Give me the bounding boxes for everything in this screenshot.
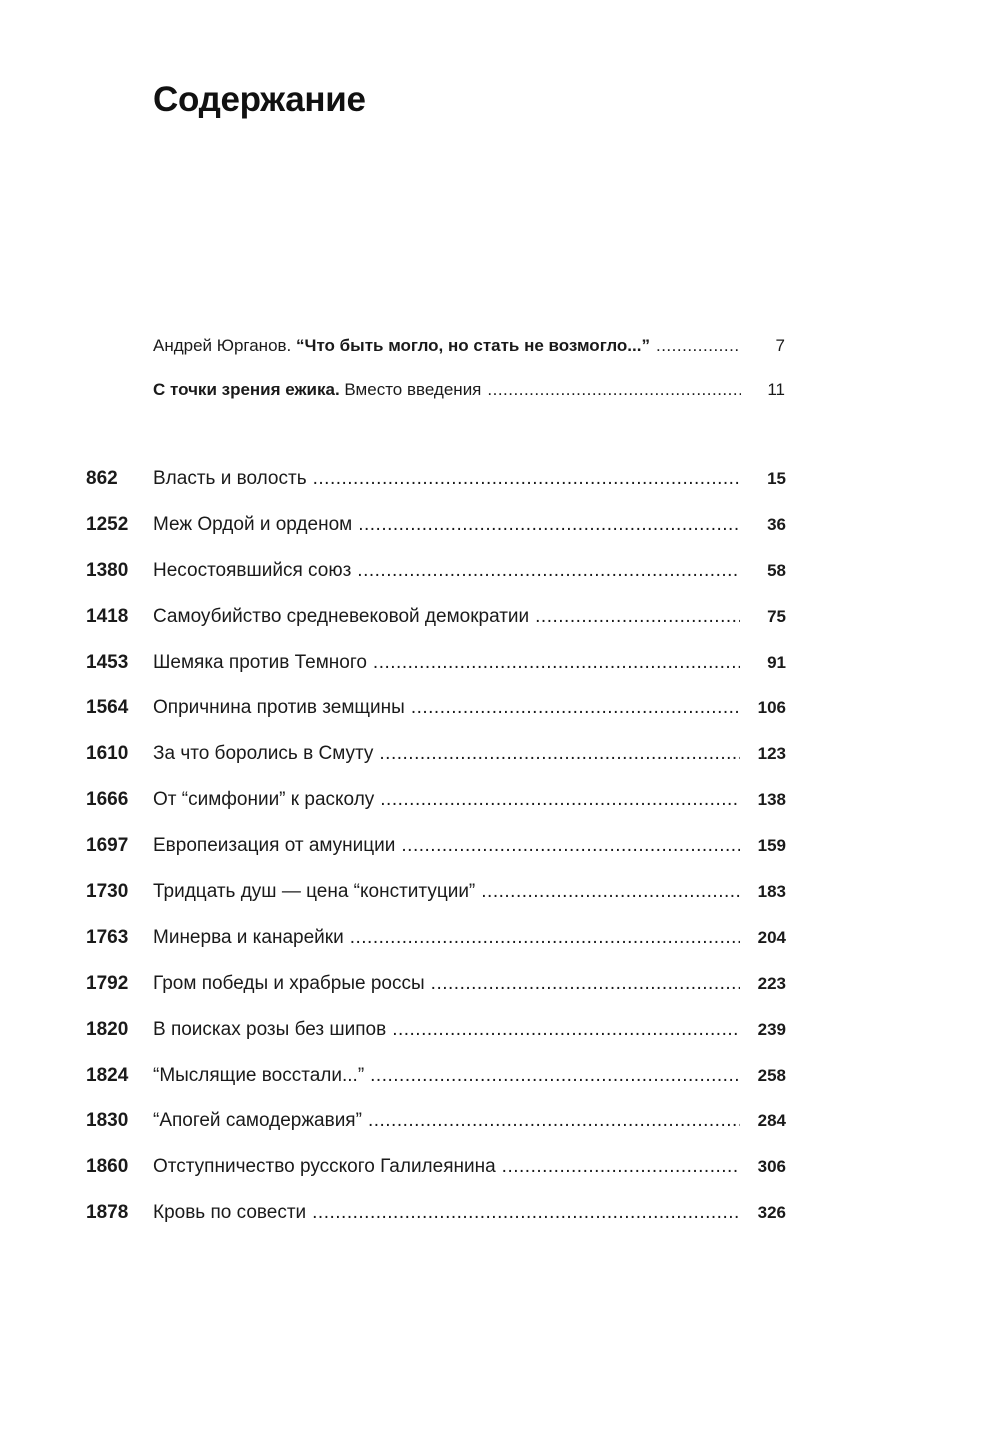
chapter-year: 1610 xyxy=(86,743,129,765)
chapter-title: Меж Ордой и орденом xyxy=(153,513,353,535)
chapter-entry[interactable] xyxy=(86,606,786,652)
chapter-page: 183 xyxy=(757,882,786,902)
chapter-year: 1860 xyxy=(86,1156,129,1178)
chapter-year: 1824 xyxy=(86,1064,129,1086)
chapter-page: 123 xyxy=(757,744,786,764)
intro-entry-title: “Что быть могло, но стать не возмогло...” xyxy=(296,336,650,355)
chapter-entry[interactable] xyxy=(86,789,786,835)
chapter-title: Отступничество русского Галилеянина xyxy=(153,1156,496,1178)
chapter-page: 58 xyxy=(767,560,786,580)
chapter-page: 204 xyxy=(757,927,786,947)
chapter-year: 1792 xyxy=(86,972,129,994)
chapter-page: 91 xyxy=(767,652,786,672)
chapter-title: Несостоявшийся союз xyxy=(153,559,352,581)
chapter-title: Власть и волость xyxy=(153,468,307,489)
chapter-entry[interactable] xyxy=(86,881,786,927)
chapter-year: 1697 xyxy=(86,835,129,857)
chapter-year: 1730 xyxy=(86,881,129,903)
chapter-page: 106 xyxy=(757,698,786,718)
intro-entry-author: Андрей Юрганов. xyxy=(153,336,297,355)
dot-leader xyxy=(358,514,740,536)
chapter-list xyxy=(86,468,786,1248)
chapter-entry[interactable] xyxy=(86,514,786,560)
intro-entry-title: С точки зрения ежика. xyxy=(153,380,340,399)
chapter-entry[interactable] xyxy=(86,1019,786,1065)
chapter-page: 75 xyxy=(767,606,786,626)
chapter-entry[interactable] xyxy=(86,652,786,698)
chapter-title: “Мыслящие восстали...” xyxy=(153,1064,365,1086)
intro-list xyxy=(153,336,785,424)
chapter-page: 223 xyxy=(757,973,786,993)
chapter-page: 15 xyxy=(767,469,786,488)
chapter-entry[interactable] xyxy=(86,1156,786,1202)
chapter-page: 36 xyxy=(767,514,786,534)
dot-leader xyxy=(656,336,741,356)
dot-leader xyxy=(373,652,740,674)
chapter-year: 1830 xyxy=(86,1110,129,1132)
dot-leader xyxy=(350,927,740,949)
chapter-title: Тридцать душ — цена “конституции” xyxy=(153,881,476,903)
chapter-entry[interactable] xyxy=(86,743,786,789)
chapter-entry[interactable] xyxy=(86,927,786,973)
dot-leader xyxy=(368,1110,740,1132)
chapter-year: 1564 xyxy=(86,697,129,719)
dot-leader xyxy=(392,1019,740,1041)
intro-entry-introduction[interactable] xyxy=(153,380,785,424)
chapter-entry[interactable] xyxy=(86,468,786,514)
chapter-title: Гром победы и храбрые россы xyxy=(153,972,425,994)
chapter-page: 159 xyxy=(757,836,786,856)
chapter-entry[interactable] xyxy=(86,1110,786,1156)
chapter-title: Опричнина против земщины xyxy=(153,697,405,719)
intro-entry-page: 7 xyxy=(775,336,785,355)
dot-leader xyxy=(401,835,740,857)
intro-entry-foreword[interactable] xyxy=(153,336,785,380)
chapter-entry[interactable] xyxy=(86,973,786,1019)
chapter-entry[interactable] xyxy=(86,1065,786,1111)
chapter-title: “Апогей самодержавия” xyxy=(153,1110,362,1132)
chapter-year: 862 xyxy=(86,468,118,489)
chapter-page: 258 xyxy=(757,1065,786,1085)
chapter-title: От “симфонии” к расколу xyxy=(153,789,375,811)
chapter-year: 1252 xyxy=(86,513,129,535)
chapter-year: 1820 xyxy=(86,1018,129,1040)
chapter-page: 138 xyxy=(757,790,786,810)
chapter-year: 1763 xyxy=(86,926,129,948)
dot-leader xyxy=(431,973,740,995)
dot-leader xyxy=(312,1202,740,1224)
intro-entry-page: 11 xyxy=(767,380,785,399)
chapter-entry[interactable] xyxy=(86,697,786,743)
chapter-page: 326 xyxy=(757,1203,786,1223)
chapter-entry[interactable] xyxy=(86,560,786,606)
chapter-title: Минерва и канарейки xyxy=(153,926,344,948)
chapter-page: 306 xyxy=(757,1157,786,1177)
dot-leader xyxy=(379,743,740,765)
chapter-year: 1878 xyxy=(86,1202,129,1224)
dot-leader xyxy=(313,468,740,490)
chapter-title: Самоубийство средневековой демократии xyxy=(153,605,530,627)
chapter-title: В поисках розы без шипов xyxy=(153,1018,387,1040)
chapter-year: 1666 xyxy=(86,789,129,811)
intro-entry-rest: Вместо введения xyxy=(339,380,482,399)
chapter-page: 284 xyxy=(757,1111,786,1131)
dot-leader xyxy=(411,697,740,719)
dot-leader xyxy=(370,1065,740,1087)
chapter-title: За что боролись в Смуту xyxy=(153,743,374,765)
dot-leader xyxy=(357,560,740,582)
dot-leader xyxy=(481,881,740,903)
dot-leader xyxy=(487,380,741,400)
dot-leader xyxy=(535,606,740,628)
chapter-entry[interactable] xyxy=(86,835,786,881)
dot-leader xyxy=(502,1156,740,1178)
chapter-page: 239 xyxy=(757,1019,786,1039)
chapter-entry[interactable] xyxy=(86,1202,786,1248)
chapter-year: 1418 xyxy=(86,605,129,627)
chapter-title: Кровь по совести xyxy=(153,1202,307,1224)
dot-leader xyxy=(380,789,740,811)
intro-entry-label xyxy=(153,380,481,400)
intro-entry-label xyxy=(153,336,650,356)
chapter-year: 1453 xyxy=(86,651,129,673)
chapter-year: 1380 xyxy=(86,559,129,581)
chapter-title: Европеизация от амуниции xyxy=(153,835,396,857)
chapter-title: Шемяка против Темного xyxy=(153,651,367,673)
page-title: Содержание xyxy=(153,80,366,119)
